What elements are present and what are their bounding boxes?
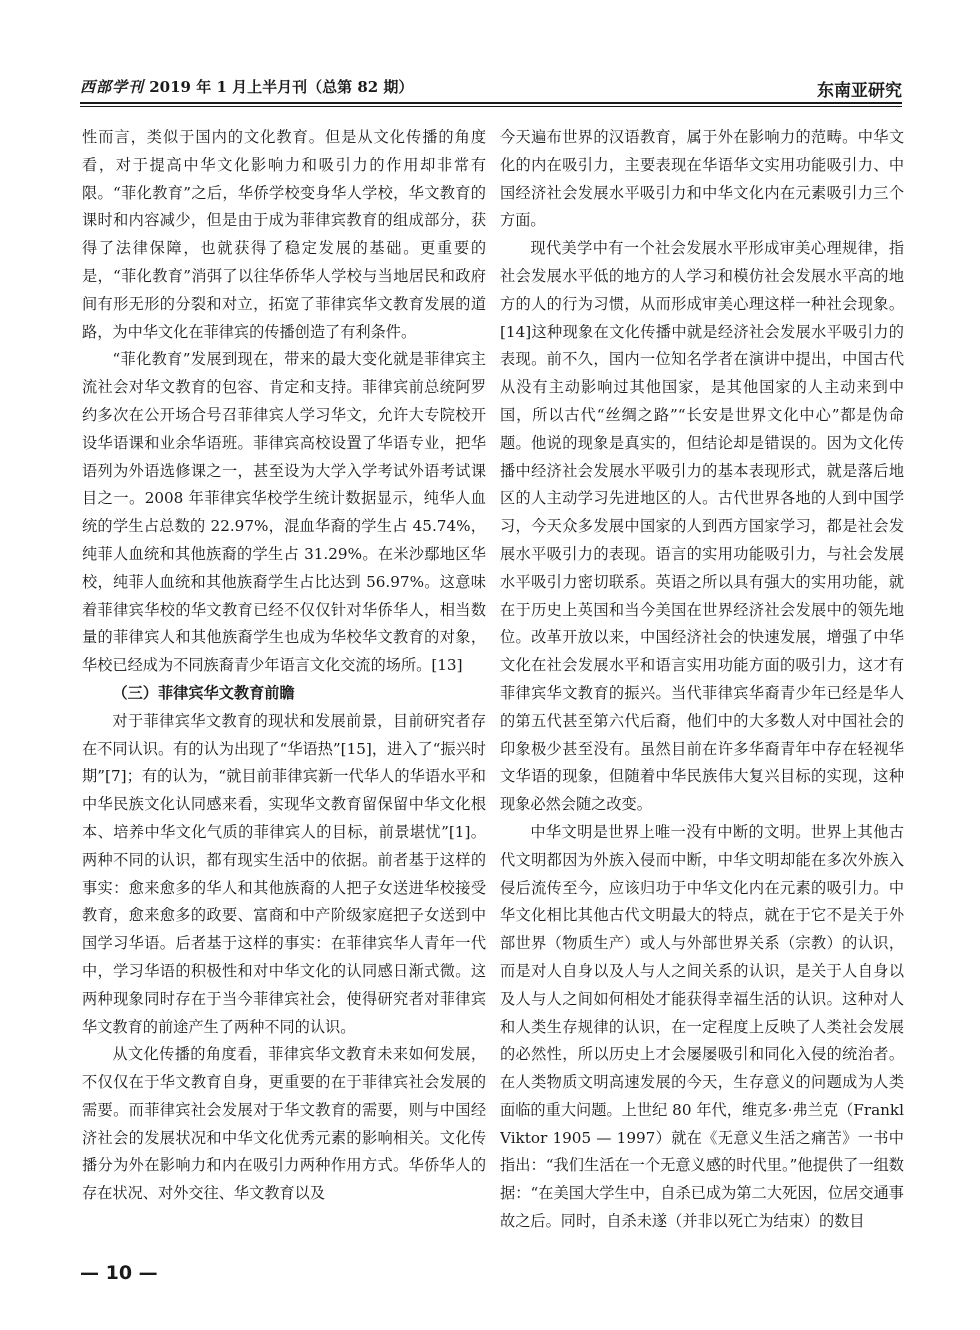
header-left [80,76,413,97]
paragraph: “菲化教育”发展到现在，带来的最大变化就是菲律宾主流社会对华文教育的包容、肯定和支持。菲律宾前总统阿罗约多次在公开场合号召菲律宾人学习华文，允许大专院校开设华语课和业余华语班。菲律宾高校设置了华语专业，把华语列为外语选修课之一，甚至设为大学入学考试外语考试课目之一。2008 年菲律宾华校学生统计数据显示，纯华人血统的学生占总数的 22.97%，混血华裔的学生占 45.74%，纯菲人血统和其他族裔的学生占 31.29%。在米沙鄢地区华校，纯菲人血统和其他族裔学生占比达到 56.97%。这意味着菲律宾华校的华文教育已经不仅仅针对华侨华人，相当数量的菲律宾人和其他族裔学生也成为华校华文教育的对象，华校已经成为不同族裔青少年语言文化交流的场所。[13] [82,350,486,675]
page-number: — 10 — [80,1262,158,1284]
section-title: 东南亚研究 [817,81,902,101]
issue-info: 2019 年 1 月上半月刊（总第 82 期） [149,78,414,96]
left-column [82,124,486,1244]
right-column [500,124,904,1244]
section-heading: （三）菲律宾华文教育前瞻 [112,683,295,702]
paragraph: 从文化传播的角度看，菲律宾华文教育未来如何发展，不仅仅在于华文教育自身，更重要的在于菲律宾社会发展的需要。而菲律宾社会发展对于华文教育的需要，则与中国经济社会的发展状况和中华文化优秀元素的影响相关。文化传播分为外在影响力和内在吸引力两种作用方式。华侨华人的存在状况、对外交往、华文教育以及 [82,1045,486,1203]
paragraph: 性而言，类似于国内的文化教育。但是从文化传播的角度看，对于提高中华文化影响力和吸引力的作用却非常有限。“菲化教育”之后，华侨学校变身华人学校，华文教育的课时和内容减少，但是由于成为菲律宾教育的组成部分，获得了法律保障，也就获得了稳定发展的基础。更重要的是，“菲化教育”消弭了以往华侨华人学校与当地居民和政府间有形无形的分裂和对立，拓宽了菲律宾华文教育发展的道路，为中华文化在菲律宾的传播创造了有利条件。 [82,128,486,341]
header-rule-thin [80,106,902,107]
paragraph: 对于菲律宾华文教育的现状和发展前景，目前研究者存在不同认识。有的认为出现了“华语热”[15]，进入了“振兴时期”[7]；有的认为，“就目前菲律宾新一代华人的华语水平和中华民族文化认同感来看，实现华文教育留保留中华文化根本、培养中华文化气质的菲律宾人的目标，前景堪忧”[1]。两种不同的认识，都有现实生活中的依据。前者基于这样的事实：愈来愈多的华人和其他族裔的人把子女送进华校接受教育，愈来愈多的政要、富商和中产阶级家庭把子女送到中国学习华语。后者基于这样的事实：在菲律宾华人青年一代中，学习华语的积极性和对中华文化的认同感日渐式微。这两种现象同时存在于当今菲律宾社会，使得研究者对菲律宾华文教育的前途产生了两种不同的认识。 [82,711,486,1036]
running-header [80,76,902,101]
header-rule-thick [80,102,902,104]
paragraph: 现代美学中有一个社会发展水平形成审美心理规律，指社会发展水平低的地方的人学习和模仿社会发展水平高的地方的人的行为习惯，从而形成审美心理这样一种社会现象。[14]这种现象在文化传播中就是经济社会发展水平吸引力的表现。前不久，国内一位知名学者在演讲中提出，中国古代从没有主动影响过其他国家，是其他国家的人主动来到中国，所以古代“丝绸之路”“长安是世界文化中心”都是伪命题。他说的现象是真实的，但结论却是错误的。因为文化传播中经济社会发展水平吸引力的基本表现形式，就是落后地区的人主动学习先进地区的人。古代世界各地的人到中国学习，今天众多发展中国家的人到西方国家学习，都是社会发展水平吸引力的表现。语言的实用功能吸引力，与社会发展水平吸引力密切联系。英语之所以具有强大的实用功能，就在于历史上英国和当今美国在世界经济社会发展中的领先地位。改革开放以来，中国经济社会的快速发展，增强了中华文化在社会发展水平和语言实用功能方面的吸引力，这才有菲律宾华文教育的振兴。当代菲律宾华裔青少年已经是华人的第五代甚至第六代后裔，他们中的大多数人对中国社会的印象极少甚至没有。虽然目前在许多华裔青年中存在轻视华文华语的现象，但随着中华民族伟大复兴目标的实现，这种现象必然会随之改变。 [500,239,904,814]
paragraph: 中华文明是世界上唯一没有中断的文明。世界上其他古代文明都因为外族入侵而中断，中华文明却能在多次外族入侵后流传至今，应该归功于中华文化内在元素的吸引力。中华文化相比其他古代文明最大的特点，就在于它不是关于外部世界（物质生产）或人与外部世界关系（宗教）的认识，而是对人自身以及人与人之间关系的认识，是关于人自身以及人与人之间如何相处才能获得幸福生活的认识。这种对人和人类生存规律的认识，在一定程度上反映了人类社会发展的必然性，所以历史上才会屡屡吸引和同化入侵的统治者。在人类物质文明高速发展的今天，生存意义的问题成为人类面临的重大问题。上世纪 80 年代，维克多·弗兰克（Frankl Viktor 1905 — 1997）就在《无意义生活之痛苦》一书中指出：“我们生活在一个无意义感的时代里。”他提供了一组数据：“在美国大学生中，自杀已成为第二大死因，位居交通事故之后。同时，自杀未遂（并非以死亡为结束）的数目 [500,822,904,1231]
paragraph: 今天遍布世界的汉语教育，属于外在影响力的范畴。中华文化的内在吸引力，主要表现在华语华文实用功能吸引力、中国经济社会发展水平吸引力和中华文化内在元素吸引力三个方面。 [500,128,904,230]
journal-name: 西部学刊 [80,78,145,96]
